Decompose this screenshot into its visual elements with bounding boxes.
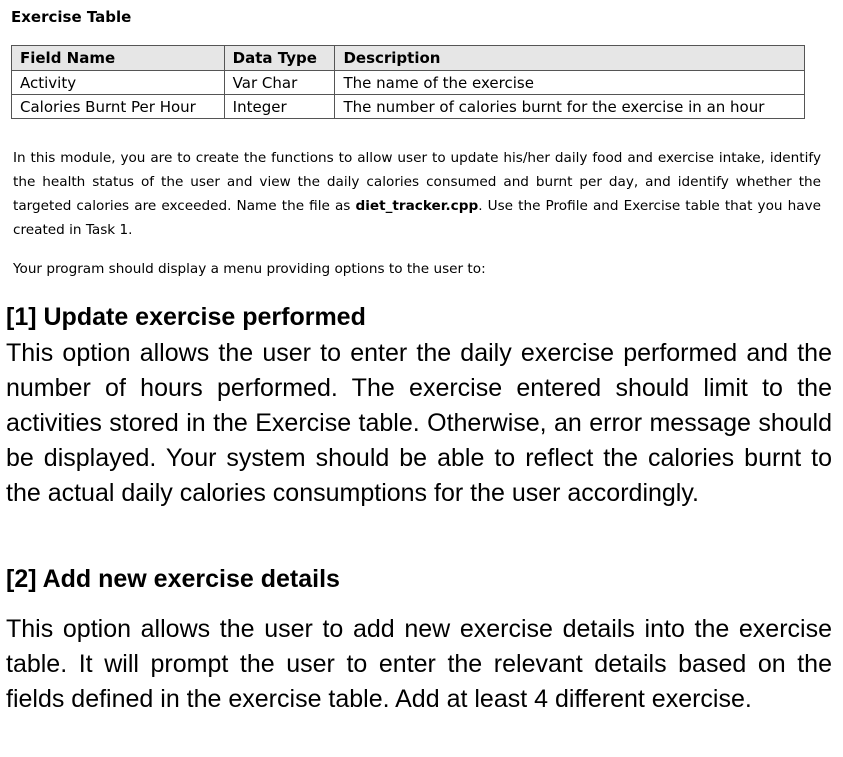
option-2-heading: [2] Add new exercise details [6, 565, 340, 593]
cell-description: The name of the exercise [335, 71, 805, 95]
cell-data-type: Integer [224, 95, 335, 119]
cell-description: The number of calories burnt for the exercise in an hour [335, 95, 805, 119]
intro-text-after: . Use the Profile and Exercise table that you have created in Task 1. [13, 198, 821, 238]
exercise-table [11, 45, 805, 119]
table-row [12, 95, 805, 119]
menu-intro-paragraph: Your program should display a menu providing options to the user to: [13, 261, 486, 277]
header-field-name: Field Name [12, 46, 225, 71]
header-data-type: Data Type [224, 46, 335, 71]
cell-data-type: Var Char [224, 71, 335, 95]
cell-field-name: Calories Burnt Per Hour [12, 95, 225, 119]
intro-paragraph [13, 146, 821, 242]
table-row [12, 71, 805, 95]
option-1-heading: [1] Update exercise performed [6, 303, 366, 331]
option-2-description: This option allows the user to add new exercise details into the exercise table. It will prompt the user to enter the relevant details based on the fields defined in the exercise table. Add at least 4 different exercise. [6, 615, 832, 713]
filename: diet_tracker.cpp [355, 198, 479, 214]
cell-field-name: Activity [12, 71, 225, 95]
table-header-row [12, 46, 805, 71]
intro-text-before: In this module, you are to create the functions to allow user to update his/her daily food and exercise intake, identify the health status of the user and view the daily calories consumed and burnt per day, and identify whether the targeted calories are exceeded. Name the file as [13, 150, 821, 214]
option-1-description: This option allows the user to enter the daily exercise performed and the number of hours performed. The exercise entered should limit to the activities stored in the Exercise table. Otherwise, an error message should be displayed. Your system should be able to reflect the calories burnt to the actual daily calories consumptions for the user accordingly. [6, 339, 832, 507]
header-description: Description [335, 46, 805, 71]
table-title: Exercise Table [11, 8, 132, 26]
